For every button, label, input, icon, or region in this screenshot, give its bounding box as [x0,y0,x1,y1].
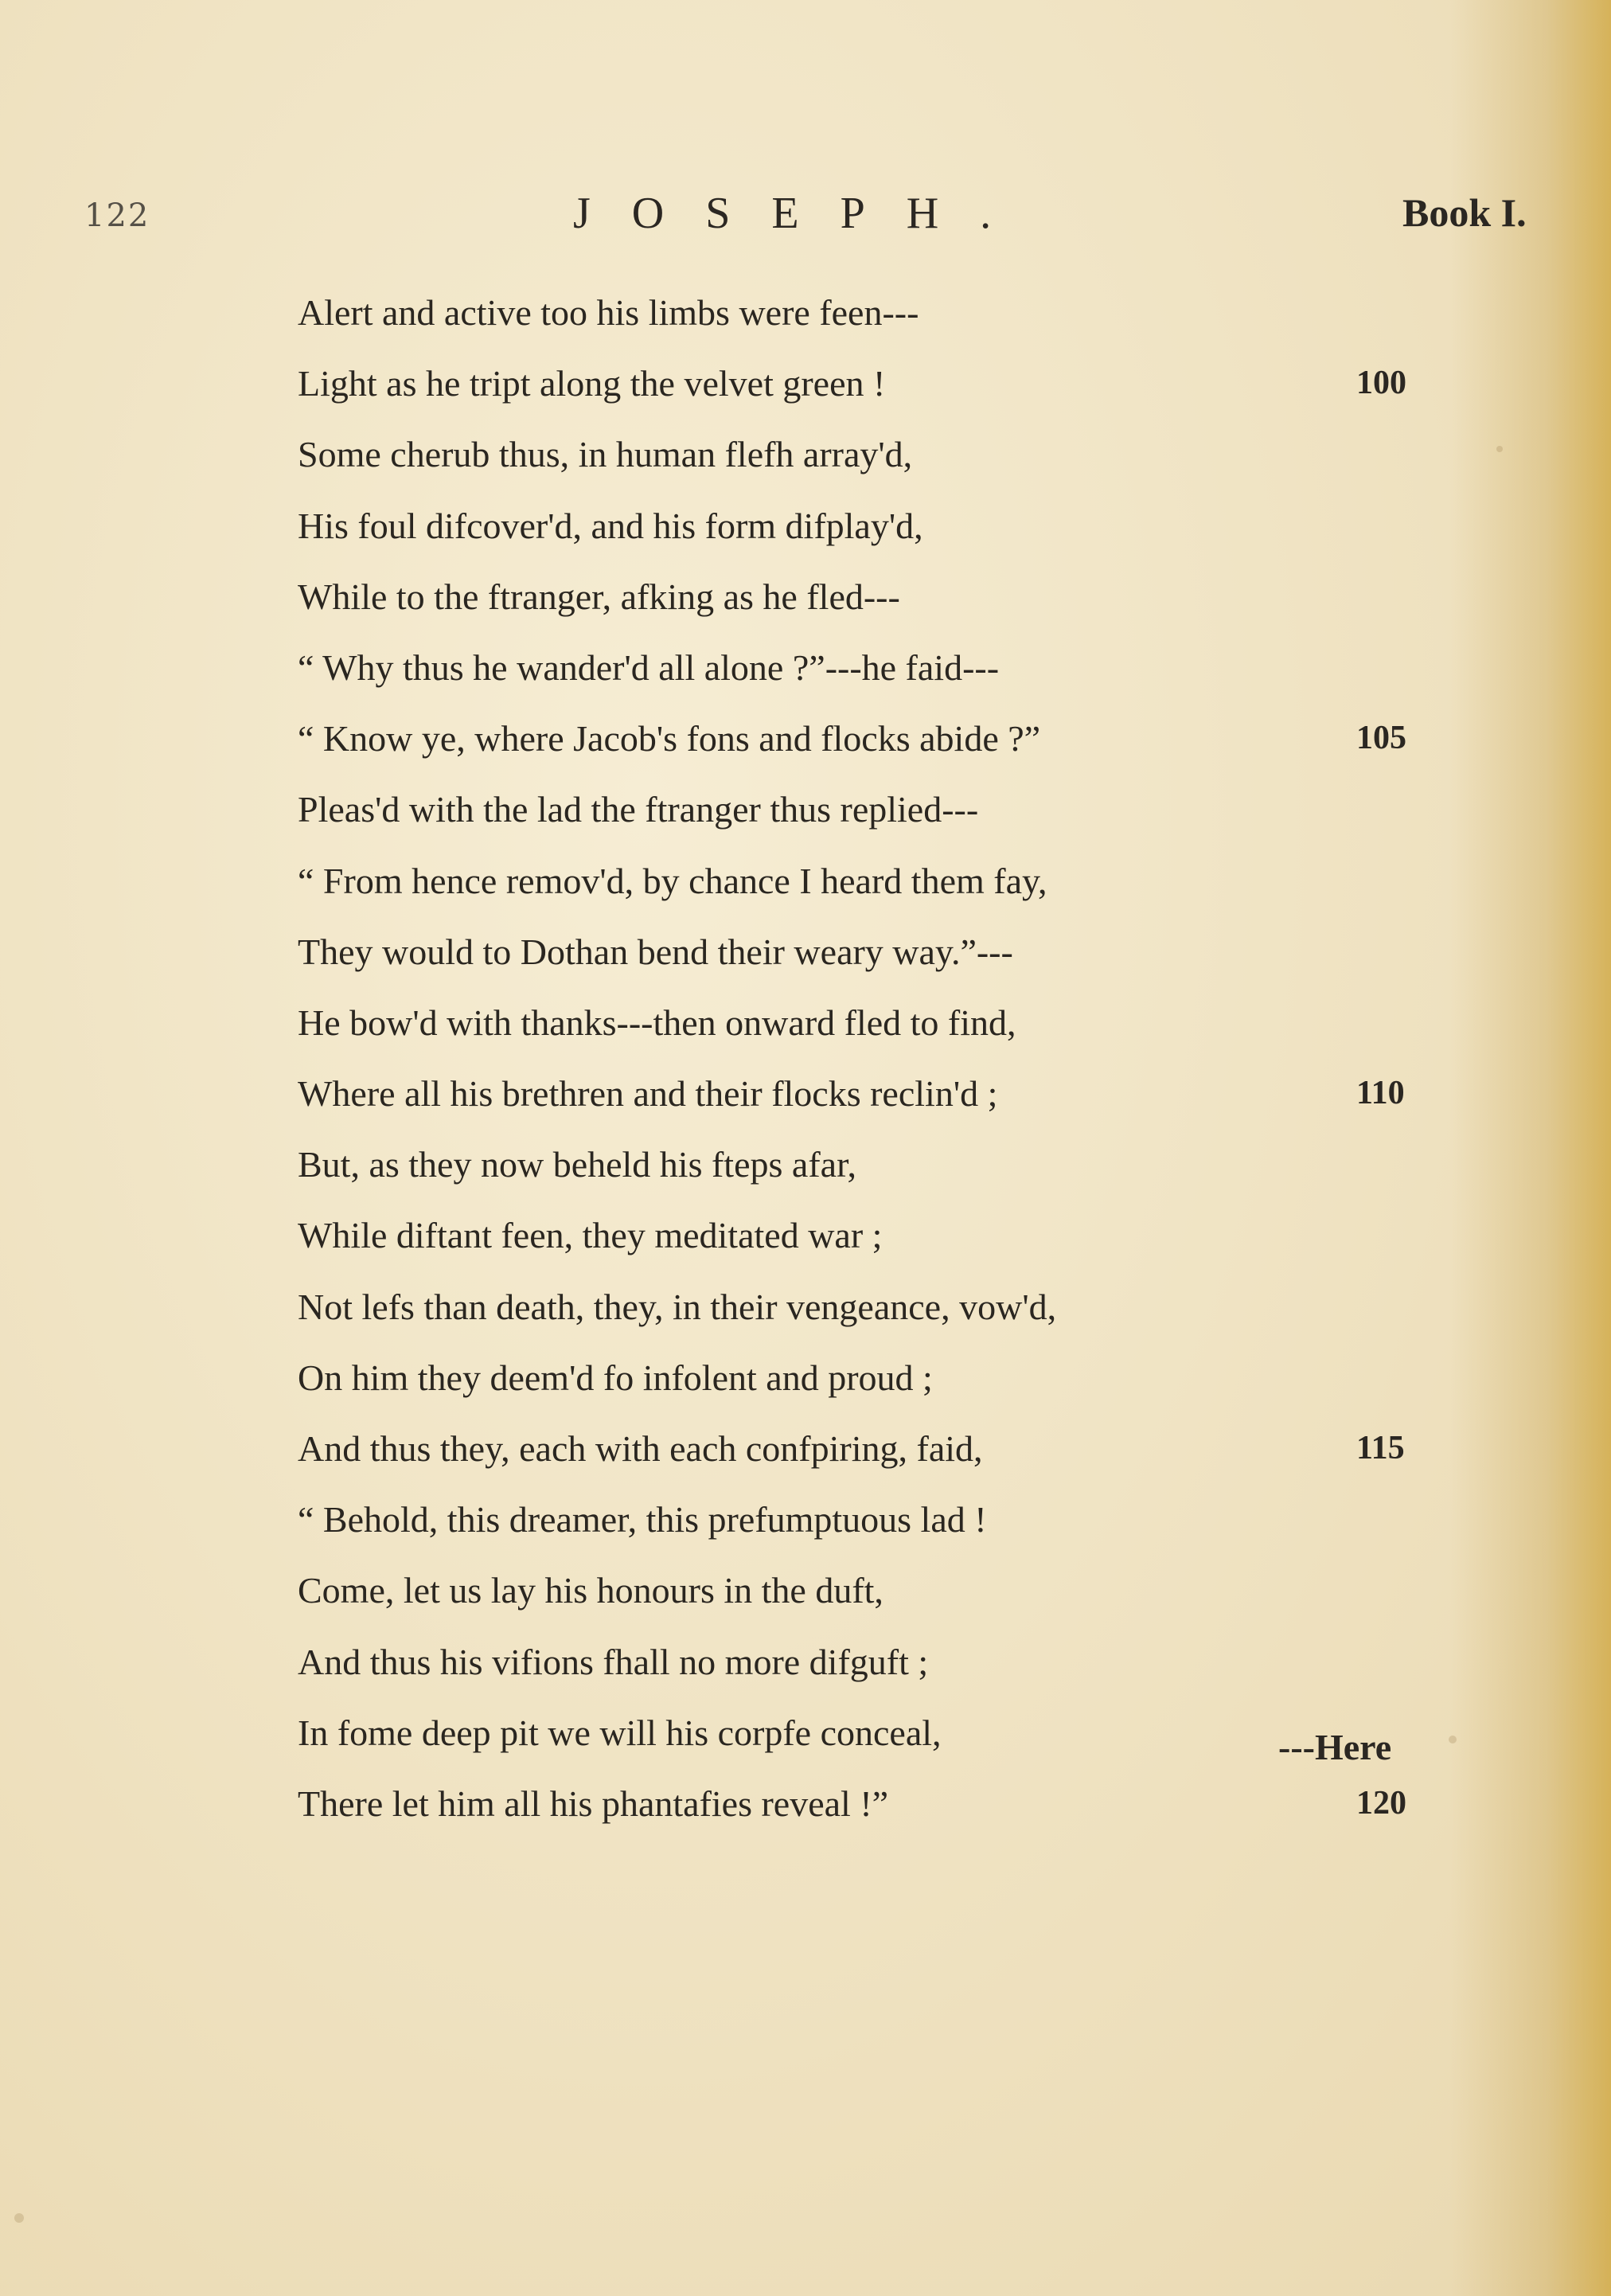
verse-line [298,1413,1492,1484]
running-header [0,188,1611,252]
verse-line-text: But, as they now beheld his fteps afar, [298,1144,857,1185]
running-title: JOSEPH. [573,189,1033,238]
catchword: ---Here [1278,1727,1392,1767]
verse-line [298,1342,1492,1413]
verse-line [298,1200,1492,1271]
verse-line [298,1626,1492,1697]
verse-line-text: “ Why thus he wander'd all alone ?”---he faid--- [298,646,1000,688]
verse-line-text: In fome deep pit we will his corpfe conceal, [298,1712,942,1753]
verse-line [298,490,1492,561]
verse-line-text: They would to Dothan bend their weary way.”--- [298,931,1013,972]
verse-line [298,1058,1492,1129]
verse-line-text: Not lefs than death, they, in their vengeance, vow'd, [298,1286,1057,1327]
verse-line [298,419,1492,490]
paper-spot [1496,446,1503,452]
verse-line-text: Pleas'd with the lad the ftranger thus replied--- [298,789,979,830]
book-label: Book I. [1402,190,1527,235]
verse-line [298,916,1492,987]
verse-line [298,845,1492,916]
verse-line-text: His foul difcover'd, and his form difplay'd, [298,505,923,546]
line-number: 105 [1356,720,1406,757]
verse-line-text: Where all his brethren and their flocks reclin'd ; [298,1073,998,1115]
page-number: 122 [84,197,150,234]
verse-line [298,1484,1492,1555]
verse-line-text: While diftant feen, they meditated war ; [298,1215,883,1256]
verse-line-text: There let him all his phantafies reveal !” [298,1783,889,1824]
verse-line [298,348,1492,419]
verse-line-text: And thus his vifions fhall no more difguft ; [298,1641,929,1682]
verse-line-text: On him they deem'd fo infolent and proud ; [298,1357,933,1398]
verse-line-text: “ From hence remov'd, by chance I heard them fay, [298,860,1047,901]
line-number: 115 [1356,1430,1405,1466]
verse-line-text: And thus they, each with each confpiring, faid, [298,1428,983,1469]
line-number: 110 [1356,1075,1405,1112]
verse-line [298,1768,1492,1839]
line-number: 120 [1356,1784,1406,1822]
paper-spot [14,2213,24,2223]
verse-line-text: Come, let us lay his honours in the duft, [298,1570,884,1611]
verse-line [298,1129,1492,1200]
line-number: 100 [1356,365,1406,402]
verse-line [298,774,1492,845]
verse-line-text: “ Know ye, where Jacob's fons and flocks abide ?” [298,718,1041,759]
verse-line [298,987,1492,1058]
verse-line-text: He bow'd with thanks---then onward fled to find, [298,1002,1016,1043]
poem-verse [298,277,1492,1839]
verse-line-text: Some cherub thus, in human flefh array'd, [298,434,913,475]
verse-line-text: Light as he tript along the velvet green ! [298,363,886,404]
verse-line-text: Alert and active too his limbs were feen--- [298,292,919,333]
verse-line [298,1555,1492,1626]
verse-line [298,561,1492,632]
verse-line-text: While to the ftranger, afking as he fled--- [298,576,900,617]
verse-line [298,1271,1492,1342]
verse-line [298,632,1492,703]
verse-line [298,277,1492,348]
verse-line-text: “ Behold, this dreamer, this prefumptuous lad ! [298,1499,987,1540]
verse-line [298,703,1492,774]
